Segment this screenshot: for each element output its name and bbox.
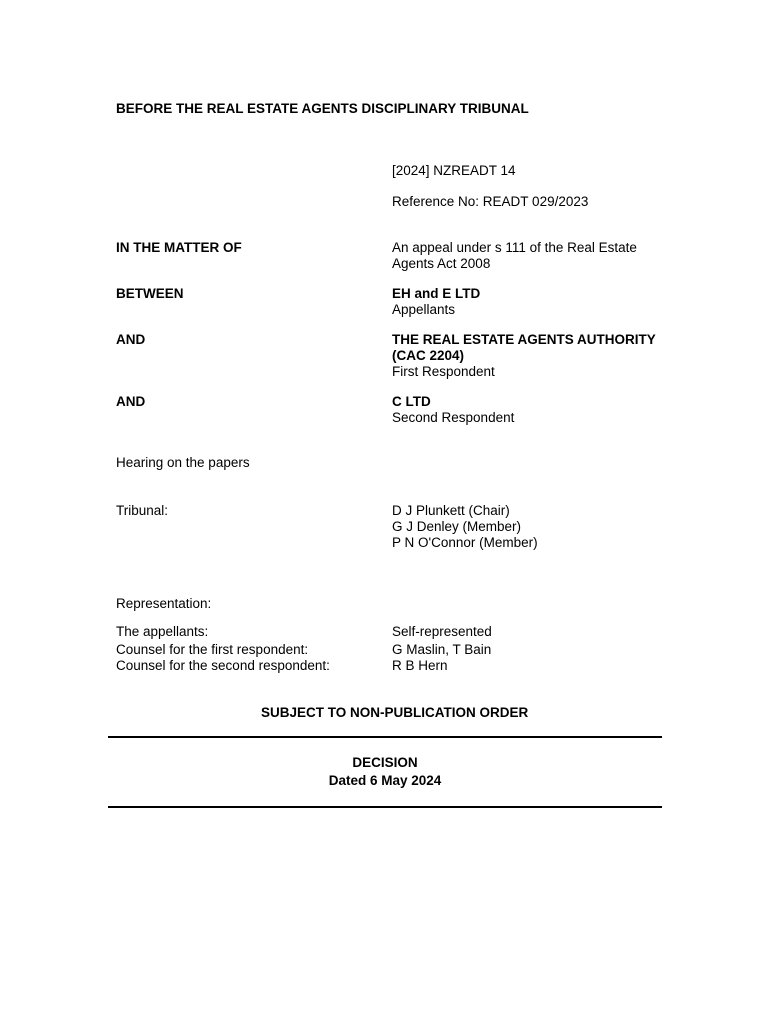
bottom-rule [108, 806, 662, 808]
between-label: BETWEEN [116, 286, 184, 301]
tribunal-member: P N O'Connor (Member) [392, 535, 538, 550]
first-respondent-role: First Respondent [392, 364, 495, 379]
appellant-party [392, 286, 480, 318]
hearing-note: Hearing on the papers [116, 455, 250, 470]
matter-line: Agents Act 2008 [392, 256, 491, 271]
representation-parties [116, 624, 330, 674]
non-publication-order: SUBJECT TO NON-PUBLICATION ORDER [261, 705, 529, 720]
decision-title: DECISION [352, 755, 418, 770]
tribunal-member: D J Plunkett (Chair) [392, 503, 510, 518]
representation-counsel [392, 624, 492, 674]
second-respondent-party [392, 394, 514, 426]
representation-label: Representation: [116, 596, 212, 611]
first-respondent-name-line2: (CAC 2204) [392, 348, 465, 363]
matter-line: An appeal under s 111 of the Real Estate [392, 240, 637, 255]
and-label-2: AND [116, 394, 146, 409]
decision-date: Dated 6 May 2024 [328, 773, 442, 788]
second-respondent-name: C LTD [392, 394, 431, 409]
representation-party: The appellants: [116, 624, 209, 639]
representation-counsel-name: R B Hern [392, 658, 448, 673]
tribunal-heading: BEFORE THE REAL ESTATE AGENTS DISCIPLINARY TRIBUNAL [116, 101, 529, 116]
appellant-role: Appellants [392, 302, 456, 317]
reference-number: Reference No: READT 029/2023 [392, 194, 589, 209]
top-rule [108, 736, 662, 738]
representation-counsel-name: G Maslin, T Bain [392, 642, 492, 657]
tribunal-label: Tribunal: [116, 503, 169, 518]
first-respondent-party [392, 332, 656, 380]
first-respondent-name: THE REAL ESTATE AGENTS AUTHORITY [392, 332, 656, 347]
tribunal-member: G J Denley (Member) [392, 519, 522, 534]
citation: [2024] NZREADT 14 [392, 163, 516, 178]
appellant-name: EH and E LTD [392, 286, 481, 301]
second-respondent-role: Second Respondent [392, 410, 515, 425]
matter-description [392, 240, 637, 272]
representation-party: Counsel for the second respondent: [116, 658, 330, 673]
matter-label: IN THE MATTER OF [116, 240, 242, 255]
representation-party: Counsel for the first respondent: [116, 642, 309, 657]
representation-counsel-name: Self-represented [392, 624, 492, 639]
and-label-1: AND [116, 332, 146, 347]
tribunal-members [392, 503, 538, 551]
